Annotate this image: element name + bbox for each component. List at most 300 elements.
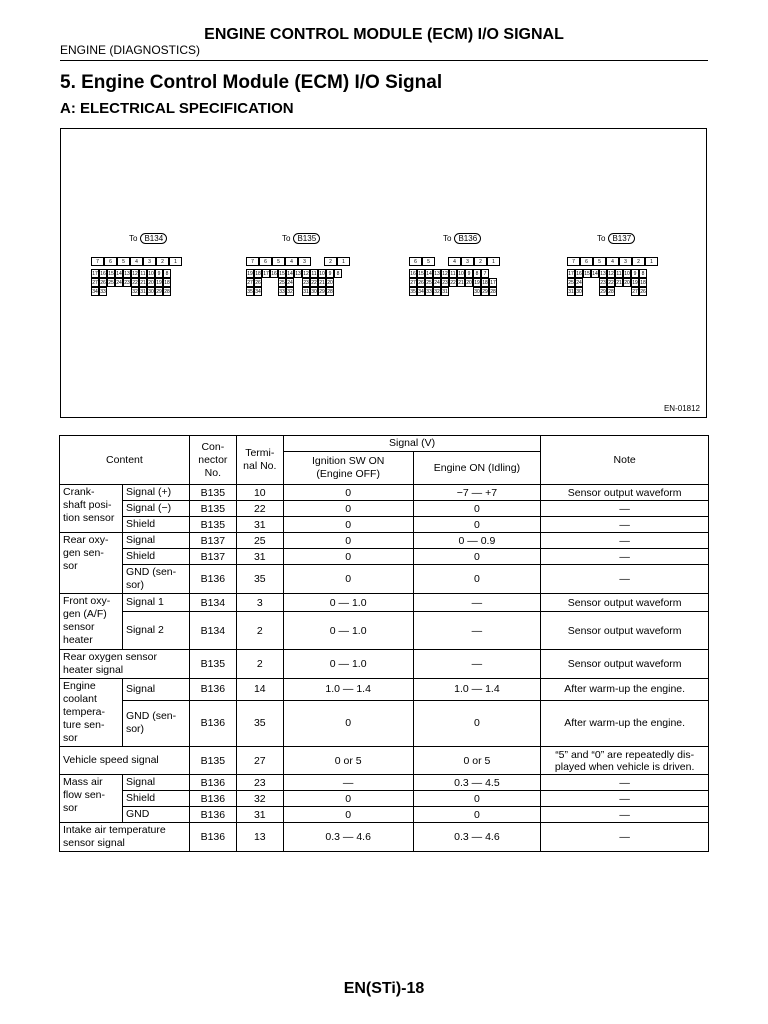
pin-row: [91, 257, 182, 266]
connector-pin: 27: [632, 289, 638, 295]
cell-conn: B134: [189, 612, 236, 650]
cell-group: Crank- shaft posi- tion sensor: [60, 485, 123, 533]
pin-row: [246, 287, 350, 296]
connector-pin-grid: [409, 257, 500, 296]
connector-pin: 10: [319, 271, 325, 277]
cell-term: 32: [236, 791, 283, 807]
cell-eng: 0: [413, 700, 541, 746]
connector-pin: 25: [426, 280, 432, 286]
connector-label: To B137: [597, 233, 635, 244]
connector-pin: 11: [450, 271, 456, 277]
table-row: [60, 650, 709, 679]
connector-pin: 1: [337, 257, 350, 266]
connector-pin: 12: [303, 271, 309, 277]
connector-pin: 1: [487, 257, 500, 266]
connector-pin: 32: [434, 289, 440, 295]
connector-pin: 2: [156, 257, 169, 266]
connector-pin: 2: [474, 257, 487, 266]
connector-pin: 31: [442, 289, 448, 295]
connector-pin: 32: [287, 289, 293, 295]
connector-pin: 16: [100, 271, 106, 277]
connector-pin: 13: [124, 271, 130, 277]
cell-term: 25: [236, 533, 283, 549]
table-row: [60, 594, 709, 612]
pin-row: [409, 257, 500, 266]
connector-pin: 8: [163, 269, 171, 278]
connector-pin: 3: [461, 257, 474, 266]
pin-row: [246, 269, 350, 278]
connector-pin: 18: [482, 280, 488, 286]
connector-pin: [123, 287, 131, 296]
connector-pin: 10: [458, 271, 464, 277]
connector-pin: [107, 287, 115, 296]
cell-ign: 0: [283, 501, 413, 517]
connector-pin: 7: [567, 257, 580, 266]
table-row: [60, 700, 709, 746]
cell-eng: —: [413, 650, 541, 679]
cell-term: 31: [236, 517, 283, 533]
connector-pin: 8: [473, 269, 481, 278]
cell-term: 22: [236, 501, 283, 517]
connector-pin: 12: [442, 271, 448, 277]
connector-pin: 17: [490, 280, 496, 286]
connector-pin: 33: [100, 289, 106, 295]
connector-pin: [591, 278, 599, 287]
connector-pin: 5: [593, 257, 606, 266]
connector-pin: 34: [92, 289, 98, 295]
page-number: EN(STi)-18: [343, 980, 425, 997]
connector-pin: 32: [132, 289, 138, 295]
connector-pin: 1: [645, 257, 658, 266]
connector-pin: 27: [92, 280, 98, 286]
connector-pin: 16: [576, 271, 582, 277]
connector-pin: 22: [311, 280, 317, 286]
cell-full: Rear oxygen sensor heater signal: [60, 650, 190, 679]
connector-pin: 29: [600, 289, 606, 295]
connector-pin: 24: [434, 280, 440, 286]
cell-conn: B135: [189, 485, 236, 501]
table-row: [60, 791, 709, 807]
cell-eng: 0: [413, 791, 541, 807]
connector-pin: 28: [490, 289, 496, 295]
cell-item: GND (sen- sor): [122, 700, 189, 746]
connector-pin: 16: [271, 271, 277, 277]
cell-item: GND (sen- sor): [122, 565, 189, 594]
connector-pin: 13: [434, 271, 440, 277]
connector-pin: 26: [418, 280, 424, 286]
pin-row: [409, 278, 500, 287]
cell-term: 23: [236, 775, 283, 791]
cell-conn: B134: [189, 594, 236, 612]
connector-pin: 18: [164, 280, 170, 286]
cell-group: Mass air flow sen- sor: [60, 775, 123, 823]
cell-note: After warm-up the engine.: [541, 679, 709, 701]
cell-note: “5” and “0” are repeatedly dis- played when vehicle is driven.: [541, 747, 709, 775]
connector-pin: 30: [311, 289, 317, 295]
connector-pin: 31: [140, 289, 146, 295]
cell-ign: 0: [283, 533, 413, 549]
connector-pin: 21: [616, 280, 622, 286]
cell-term: 35: [236, 565, 283, 594]
connector-pin: 20: [624, 280, 630, 286]
connector-pin: 14: [116, 271, 122, 277]
connector-pin: 4: [448, 257, 461, 266]
connector-pin: 24: [576, 280, 582, 286]
header-signal: Signal (V): [283, 436, 541, 452]
connector-pin: 27: [247, 280, 253, 286]
cell-eng: 0: [413, 807, 541, 823]
connector-pin: 6: [259, 257, 272, 266]
connector-pin: 5: [272, 257, 285, 266]
cell-term: 27: [236, 747, 283, 775]
cell-eng: —: [413, 594, 541, 612]
connector-pin: 13: [295, 271, 301, 277]
pin-row: [91, 278, 182, 287]
pin-row: [567, 287, 658, 296]
connector-pin: [311, 257, 324, 266]
connector-pin: [294, 287, 302, 296]
section-subtitle: A: ELECTRICAL SPECIFICATION: [60, 100, 294, 117]
connector-pin: 25: [568, 280, 574, 286]
connector-pin: 9: [326, 269, 334, 278]
connector-pin: 22: [132, 280, 138, 286]
connector-pin: [615, 287, 623, 296]
cell-item: Signal 2: [122, 612, 189, 650]
pin-row: [246, 257, 350, 266]
cell-ign: 0.3 — 4.6: [283, 823, 413, 852]
cell-conn: B136: [189, 791, 236, 807]
cell-conn: B136: [189, 807, 236, 823]
connector-pin: 11: [311, 271, 317, 277]
connector-pin: [583, 278, 591, 287]
cell-ign: 0: [283, 565, 413, 594]
connector-pin: 19: [474, 280, 480, 286]
cell-ign: —: [283, 775, 413, 791]
table-row: [60, 747, 709, 775]
connector-pin: 26: [100, 280, 106, 286]
connector-pin: 17: [263, 271, 269, 277]
connector-pin: 19: [156, 280, 162, 286]
figure-code: EN-01812: [663, 404, 700, 413]
cell-note: —: [541, 823, 709, 852]
cell-ign: 0 or 5: [283, 747, 413, 775]
cell-note: —: [541, 533, 709, 549]
cell-term: 2: [236, 612, 283, 650]
header-connector: Con- nector No.: [189, 436, 236, 485]
connector-pin: 23: [303, 280, 309, 286]
connector-pin: 14: [426, 271, 432, 277]
connector-pin: 18: [640, 280, 646, 286]
cell-term: 35: [236, 700, 283, 746]
pin-row: [567, 278, 658, 287]
table-row: [60, 549, 709, 565]
connector-pin: [294, 278, 302, 287]
connector-pin: 15: [418, 271, 424, 277]
connector-pin: 26: [640, 289, 646, 295]
connector-pin: 6: [104, 257, 117, 266]
pin-row: [409, 269, 500, 278]
connector-pin: 35: [247, 289, 253, 295]
connector-pin: 14: [592, 271, 598, 277]
connector-pin: 17: [92, 271, 98, 277]
io-signal-table: [59, 435, 709, 852]
connector-pin: 3: [619, 257, 632, 266]
connector-pin: 9: [465, 269, 473, 278]
connector-pin: 22: [450, 280, 456, 286]
cell-ign: 0: [283, 485, 413, 501]
cell-term: 31: [236, 807, 283, 823]
cell-eng: 1.0 — 1.4: [413, 679, 541, 701]
cell-ign: 0 — 1.0: [283, 594, 413, 612]
cell-eng: 0: [413, 517, 541, 533]
connector-pin: 30: [148, 289, 154, 295]
cell-full: Intake air temperature sensor signal: [60, 823, 190, 852]
connector-pin: 23: [442, 280, 448, 286]
table-row: [60, 679, 709, 701]
connector-pin: 10: [148, 271, 154, 277]
connector-pin: 24: [287, 280, 293, 286]
connector-pin: 15: [584, 271, 590, 277]
cell-eng: 0: [413, 501, 541, 517]
header-content: Content: [60, 436, 190, 485]
page-header-subtitle: ENGINE (DIAGNOSTICS): [60, 43, 201, 57]
cell-eng: 0.3 — 4.6: [413, 823, 541, 852]
connector-pin: 12: [608, 271, 614, 277]
connector-pin: [270, 287, 278, 296]
cell-item: Signal (−): [122, 501, 189, 517]
table-body: [60, 485, 709, 852]
cell-eng: 0: [413, 549, 541, 565]
connector-pin: 20: [466, 280, 472, 286]
cell-full: Vehicle speed signal: [60, 747, 190, 775]
connector-pin-grid: [246, 257, 350, 296]
connector-pin: [115, 287, 123, 296]
cell-conn: B136: [189, 823, 236, 852]
cell-item: Signal: [122, 533, 189, 549]
connector-pin: 15: [279, 271, 285, 277]
connector-pin: 6: [409, 257, 422, 266]
connector-pin: 19: [247, 271, 253, 277]
connector-pin: 13: [600, 271, 606, 277]
section-title: 5. Engine Control Module (ECM) I/O Signal: [60, 72, 443, 93]
cell-eng: 0 or 5: [413, 747, 541, 775]
connector-pin: 20: [148, 280, 154, 286]
connector-pin: 15: [108, 271, 114, 277]
connector-pin: [270, 278, 278, 287]
connector-pin: 7: [246, 257, 259, 266]
header-terminal: Termi- nal No.: [236, 436, 283, 485]
connector-pin: 16: [410, 271, 416, 277]
connector-pin-grid: [567, 257, 658, 296]
connector-pin: [435, 257, 448, 266]
connector-pin-grid: [91, 257, 182, 296]
connector-pin: 5: [117, 257, 130, 266]
cell-note: Sensor output waveform: [541, 485, 709, 501]
connector-pin: 19: [632, 280, 638, 286]
connector-pin: [262, 278, 270, 287]
connector-pin: 29: [482, 289, 488, 295]
connector-pin: 10: [624, 271, 630, 277]
connector-pin: [465, 287, 473, 296]
connector-pin: 17: [568, 271, 574, 277]
cell-item: Shield: [122, 517, 189, 533]
connector-pin: [449, 287, 457, 296]
connector-pin: [583, 287, 591, 296]
connector-pin: 9: [631, 269, 639, 278]
connector-pin: 2: [632, 257, 645, 266]
pin-row: [409, 287, 500, 296]
cell-ign: 0: [283, 549, 413, 565]
cell-group: Rear oxy- gen sen- sor: [60, 533, 123, 594]
table-row: [60, 823, 709, 852]
connector-pin: 21: [319, 280, 325, 286]
cell-item: Signal 1: [122, 594, 189, 612]
cell-note: —: [541, 517, 709, 533]
connector-diagram: [60, 128, 707, 418]
connector-pin: 3: [298, 257, 311, 266]
cell-term: 10: [236, 485, 283, 501]
connector-pin: [457, 287, 465, 296]
connector-pin: 23: [600, 280, 606, 286]
cell-item: GND: [122, 807, 189, 823]
connector-pin: [262, 287, 270, 296]
connector-pin: 34: [418, 289, 424, 295]
cell-group: Front oxy- gen (A/F) sensor heater: [60, 594, 123, 650]
cell-term: 13: [236, 823, 283, 852]
header-divider: [60, 60, 708, 61]
cell-eng: 0.3 — 4.5: [413, 775, 541, 791]
cell-note: —: [541, 549, 709, 565]
cell-conn: B135: [189, 650, 236, 679]
pin-row: [246, 278, 350, 287]
connector-pin: 4: [606, 257, 619, 266]
connector-pin: 14: [287, 271, 293, 277]
cell-note: —: [541, 565, 709, 594]
connector-pin: 31: [303, 289, 309, 295]
cell-ign: 0: [283, 700, 413, 746]
connector-pin: 25: [279, 280, 285, 286]
connector-pin: 27: [410, 280, 416, 286]
cell-item: Shield: [122, 791, 189, 807]
connector-pin: 2: [324, 257, 337, 266]
connector-pin: 4: [130, 257, 143, 266]
connector-pin: 22: [608, 280, 614, 286]
cell-ign: 1.0 — 1.4: [283, 679, 413, 701]
cell-note: —: [541, 791, 709, 807]
cell-ign: 0: [283, 791, 413, 807]
cell-note: —: [541, 807, 709, 823]
connector-pin: 7: [481, 269, 489, 278]
connector-pin: 8: [334, 269, 342, 278]
connector-pin: 25: [108, 280, 114, 286]
connector-pin: 20: [327, 280, 333, 286]
connector-pin: 1: [169, 257, 182, 266]
connector-pin: 33: [279, 289, 285, 295]
connector-pin: 28: [164, 289, 170, 295]
connector-pin: 35: [410, 289, 416, 295]
table-row: [60, 485, 709, 501]
cell-conn: B136: [189, 679, 236, 701]
table-row: [60, 807, 709, 823]
table-header-row: [60, 436, 709, 452]
connector-pin: 21: [458, 280, 464, 286]
connector-pin: 21: [140, 280, 146, 286]
cell-eng: −7 — +7: [413, 485, 541, 501]
cell-group: Engine coolant tempera- ture sen- sor: [60, 679, 123, 747]
connector-pin: 11: [140, 271, 146, 277]
connector-pin: 12: [132, 271, 138, 277]
connector-pin: 30: [576, 289, 582, 295]
connector-pin: 28: [608, 289, 614, 295]
connector-pin: 6: [580, 257, 593, 266]
connector-pin: 4: [285, 257, 298, 266]
cell-ign: 0 — 1.0: [283, 650, 413, 679]
connector-pin: 28: [327, 289, 333, 295]
cell-conn: B136: [189, 700, 236, 746]
cell-term: 31: [236, 549, 283, 565]
cell-note: Sensor output waveform: [541, 650, 709, 679]
connector-label: To B134: [129, 233, 167, 244]
cell-item: Signal: [122, 775, 189, 791]
table-row: [60, 775, 709, 791]
cell-note: Sensor output waveform: [541, 612, 709, 650]
table-row: [60, 533, 709, 549]
table-row: [60, 501, 709, 517]
cell-eng: —: [413, 612, 541, 650]
connector-pin: 29: [319, 289, 325, 295]
cell-ign: 0: [283, 517, 413, 533]
connector-pin: [623, 287, 631, 296]
connector-pin: 3: [143, 257, 156, 266]
connector-pin: 23: [124, 280, 130, 286]
cell-note: Sensor output waveform: [541, 594, 709, 612]
cell-term: 14: [236, 679, 283, 701]
connector-pin: 34: [255, 289, 261, 295]
cell-conn: B137: [189, 549, 236, 565]
cell-term: 2: [236, 650, 283, 679]
cell-conn: B137: [189, 533, 236, 549]
header-ignition-on: Ignition SW ON (Engine OFF): [283, 452, 413, 485]
connector-pin: [591, 287, 599, 296]
connector-pin: 33: [426, 289, 432, 295]
cell-item: Shield: [122, 549, 189, 565]
table-row: [60, 565, 709, 594]
connector-pin: 29: [156, 289, 162, 295]
connector-pin: 24: [116, 280, 122, 286]
cell-ign: 0: [283, 807, 413, 823]
cell-conn: B135: [189, 747, 236, 775]
cell-term: 3: [236, 594, 283, 612]
table-row: [60, 612, 709, 650]
pin-row: [91, 287, 182, 296]
cell-note: —: [541, 775, 709, 791]
connector-pin: 26: [255, 280, 261, 286]
connector-pin: 5: [422, 257, 435, 266]
cell-conn: B136: [189, 565, 236, 594]
cell-ign: 0 — 1.0: [283, 612, 413, 650]
connector-pin: 31: [568, 289, 574, 295]
cell-eng: 0 — 0.9: [413, 533, 541, 549]
cell-conn: B135: [189, 501, 236, 517]
connector-label: To B136: [443, 233, 481, 244]
connector-pin: 11: [616, 271, 622, 277]
header-engine-on: Engine ON (Idling): [413, 452, 541, 485]
header-note: Note: [541, 436, 709, 485]
pin-row: [567, 257, 658, 266]
pin-row: [567, 269, 658, 278]
cell-item: Signal (+): [122, 485, 189, 501]
cell-eng: 0: [413, 565, 541, 594]
